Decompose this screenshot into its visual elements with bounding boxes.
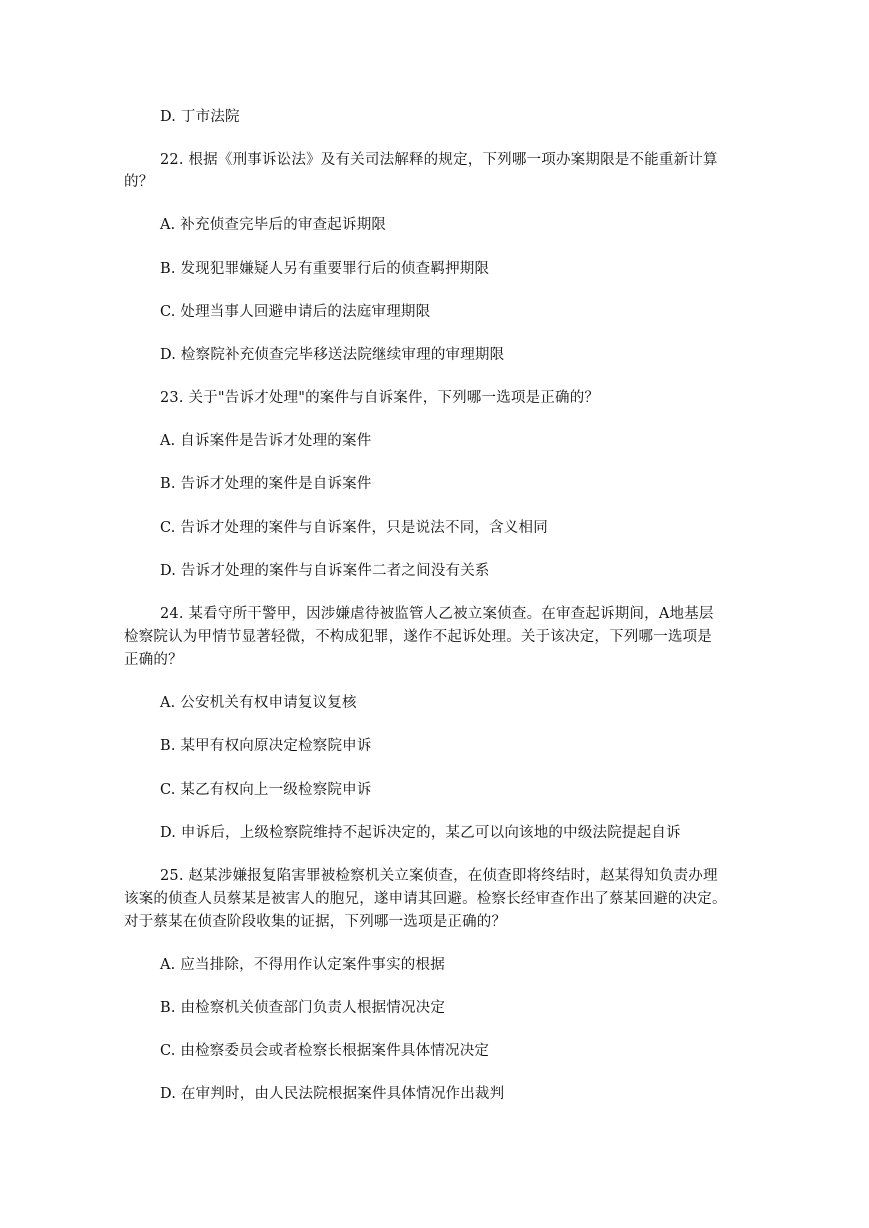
q21-option-d: D. 丁市法院	[160, 109, 240, 125]
q22-option-d: D. 检察院补充侦查完毕移送法院继续审理的审理期限	[160, 347, 505, 363]
q23-option-d: D. 告诉才处理的案件与自诉案件二者之间没有关系	[160, 563, 490, 579]
q23-option-a: A. 自诉案件是告诉才处理的案件	[160, 433, 372, 449]
q25-option-b: B. 由检察机关侦查部门负责人根据情况决定	[160, 1000, 446, 1016]
q23-option-c: C. 告诉才处理的案件与自诉案件，只是说法不同，含义相同	[160, 520, 548, 536]
q24-option-b: B. 某甲有权向原决定检察院申诉	[160, 738, 372, 754]
q25-option-d: D. 在审判时，由人民法院根据案件具体情况作出裁判	[160, 1086, 505, 1102]
q25-option-a: A. 应当排除，不得用作认定案件事实的根据	[160, 957, 445, 973]
q24-stem-line3: 正确的？	[124, 652, 183, 668]
q22-stem-line1: 22. 根据《刑事诉讼法》及有关司法解释的规定，下列哪一项办案期限是不能重新计算	[160, 152, 718, 168]
q24-stem-line1: 24. 某看守所干警甲，因涉嫌虐待被监管人乙被立案侦查。在审查起诉期间，A地基层	[160, 606, 714, 622]
q25-stem-line3: 对于蔡某在侦查阶段收集的证据，下列哪一选项是正确的？	[124, 914, 507, 930]
q24-option-d: D. 申诉后，上级检察院维持不起诉决定的，某乙可以向该地的中级法院提起自诉	[160, 825, 681, 841]
q23-option-b: B. 告诉才处理的案件是自诉案件	[160, 476, 372, 492]
q22-stem-line2: 的？	[124, 174, 154, 190]
q22-option-b: B. 发现犯罪嫌疑人另有重要罪行后的侦查羁押期限	[160, 261, 490, 277]
q22-option-a: A. 补充侦查完毕后的审查起诉期限	[160, 217, 387, 233]
q23-stem-line1: 23. 关于"告诉才处理"的案件与自诉案件，下列哪一选项是正确的？	[160, 390, 600, 406]
q24-option-a: A. 公安机关有权申请复议复核	[160, 695, 357, 711]
q22-option-c: C. 处理当事人回避申请后的法庭审理期限	[160, 304, 431, 320]
q25-stem-line2: 该案的侦查人员蔡某是被害人的胞兄，遂申请其回避。检察长经审查作出了蔡某回避的决定。	[124, 891, 727, 907]
q25-option-c: C. 由检察委员会或者检察长根据案件具体情况决定	[160, 1043, 490, 1059]
q25-stem-line1: 25. 赵某涉嫌报复陷害罪被检察机关立案侦查，在侦查即将终结时，赵某得知负责办理	[160, 868, 718, 884]
q24-stem-line2: 检察院认为甲情节显著轻微，不构成犯罪，遂作不起诉处理。关于该决定，下列哪一选项是	[124, 629, 712, 645]
q24-option-c: C. 某乙有权向上一级检察院申诉	[160, 782, 372, 798]
